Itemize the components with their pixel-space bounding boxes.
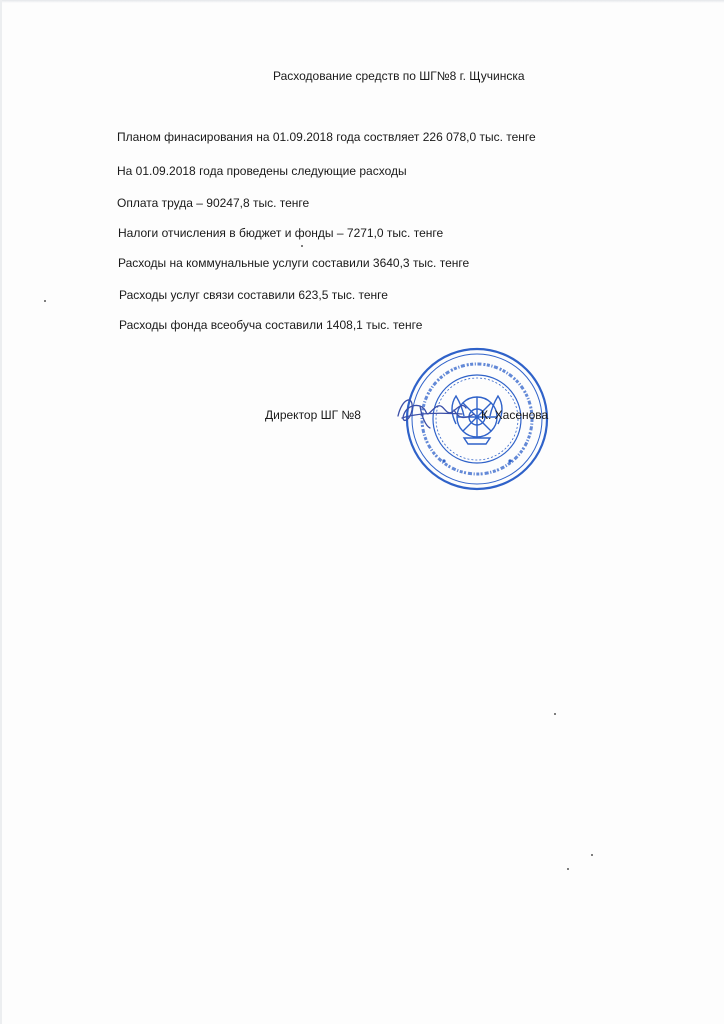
scan-edge-left <box>0 0 2 1024</box>
scan-edge-top <box>0 0 724 3</box>
director-label: Директор ШГ №8 <box>265 408 361 422</box>
expenses-intro-line: На 01.09.2018 года проведены следующие расходы <box>117 164 407 178</box>
scan-speck <box>301 245 303 247</box>
scan-speck <box>567 868 569 870</box>
director-signature <box>392 388 482 438</box>
wages-line: Оплата труда – 90247,8 тыс. тенге <box>117 196 310 210</box>
scan-speck <box>44 300 46 302</box>
financing-plan-line: Планом финасирования на 01.09.2018 года соствляет 226 078,0 тыс. тенге <box>117 130 536 144</box>
vseobuch-fund-line: Расходы фонда всеобуча составили 1408,1 тыс. тенге <box>119 318 423 332</box>
utilities-line: Расходы на коммунальные услуги составили 3640,3 тыс. тенге <box>118 256 470 270</box>
signer-name: К. Хасенова <box>481 408 549 422</box>
taxes-line: Налоги отчисления в бюджет и фонды – 7271,0 тыс. тенге <box>118 226 444 240</box>
communications-line: Расходы услуг связи составили 623,5 тыс. тенге <box>119 288 388 302</box>
scan-speck <box>591 854 593 856</box>
scan-speck <box>554 713 556 715</box>
document-title: Расходование средств по ШГ№8 г. Щучинска <box>273 69 525 83</box>
